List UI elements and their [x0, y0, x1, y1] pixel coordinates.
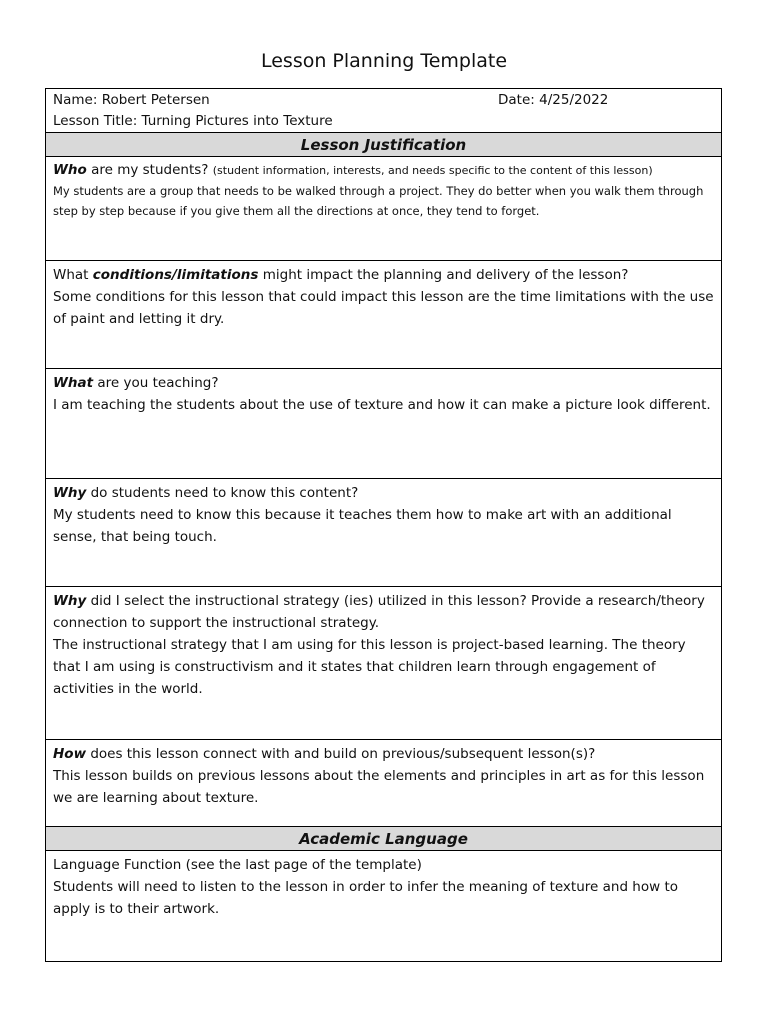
name-line — [53, 90, 714, 111]
section-heading-justification: Lesson Justification — [46, 133, 721, 157]
language-function-question: Language Function (see the last page of the template) — [53, 857, 422, 873]
document-title: Lesson Planning Template — [260, 50, 508, 72]
what-answer: I am teaching the students about the use of texture and how it can make a picture look different. — [53, 397, 711, 413]
conditions-prefix: What — [53, 267, 89, 283]
language-function-block — [46, 851, 721, 961]
language-function-answer: Students will need to listen to the lesson in order to infer the meaning of texture and how to apply is to their artwork. — [53, 879, 679, 917]
why-strategy-question-text: did I select the instructional strategy (ies) utilized in this lesson? Provide a research/theory connection to support the instructional strategy. — [53, 593, 705, 631]
conditions-block — [46, 261, 721, 369]
date-line — [498, 90, 608, 111]
conditions-keyword: conditions/limitations — [92, 267, 259, 283]
who-question-text: are my students? — [91, 162, 209, 178]
how-block — [46, 740, 721, 827]
date-label: Date: — [498, 92, 535, 108]
lesson-title-label: Lesson Title: — [53, 113, 138, 129]
how-answer: This lesson builds on previous lessons about the elements and principles in art as for this lesson we are learning about texture. — [53, 768, 705, 806]
name-value: Robert Petersen — [101, 92, 210, 108]
why-strategy-block — [46, 587, 721, 740]
why-content-block — [46, 479, 721, 587]
who-block — [46, 157, 721, 261]
header-row — [46, 89, 721, 133]
lesson-title-line — [53, 111, 714, 132]
date-value: 4/25/2022 — [539, 92, 609, 108]
why-strategy-keyword: Why — [53, 593, 87, 609]
lesson-title-value: Turning Pictures into Texture — [141, 113, 333, 129]
who-note: (student information, interests, and needs specific to the content of this lesson) — [212, 164, 653, 177]
what-block — [46, 369, 721, 479]
who-answer: My students are a group that needs to be walked through a project. They do better when you walk them through step by step because if you give them all the directions at once, they tend to forget. — [53, 184, 704, 218]
how-question-text: does this lesson connect with and build on previous/subsequent lesson(s)? — [90, 746, 596, 762]
lesson-plan-form — [45, 88, 722, 962]
conditions-question-text: might impact the planning and delivery of the lesson? — [262, 267, 629, 283]
section-heading-academic-language: Academic Language — [46, 827, 721, 851]
why-content-question-text: do students need to know this content? — [90, 485, 359, 501]
who-keyword: Who — [53, 162, 87, 178]
who-question — [53, 160, 714, 181]
what-keyword: What — [53, 375, 94, 391]
why-strategy-answer: The instructional strategy that I am using for this lesson is project-based learning. The theory that I am using is constructivism and it states that children learn through engagement of activities in the world. — [53, 637, 686, 697]
why-content-answer: My students need to know this because it teaches them how to make art with an additional sense, that being touch. — [53, 507, 672, 545]
conditions-answer: Some conditions for this lesson that could impact this lesson are the time limitations with the use of paint and letting it dry. — [53, 289, 714, 327]
why-content-question — [53, 482, 714, 504]
why-content-keyword: Why — [53, 485, 87, 501]
name-label: Name: — [53, 92, 98, 108]
how-keyword: How — [53, 746, 87, 762]
what-question-text: are you teaching? — [97, 375, 219, 391]
how-question — [53, 743, 714, 765]
why-strategy-question — [53, 590, 714, 634]
what-question — [53, 372, 714, 394]
conditions-question — [53, 264, 714, 286]
